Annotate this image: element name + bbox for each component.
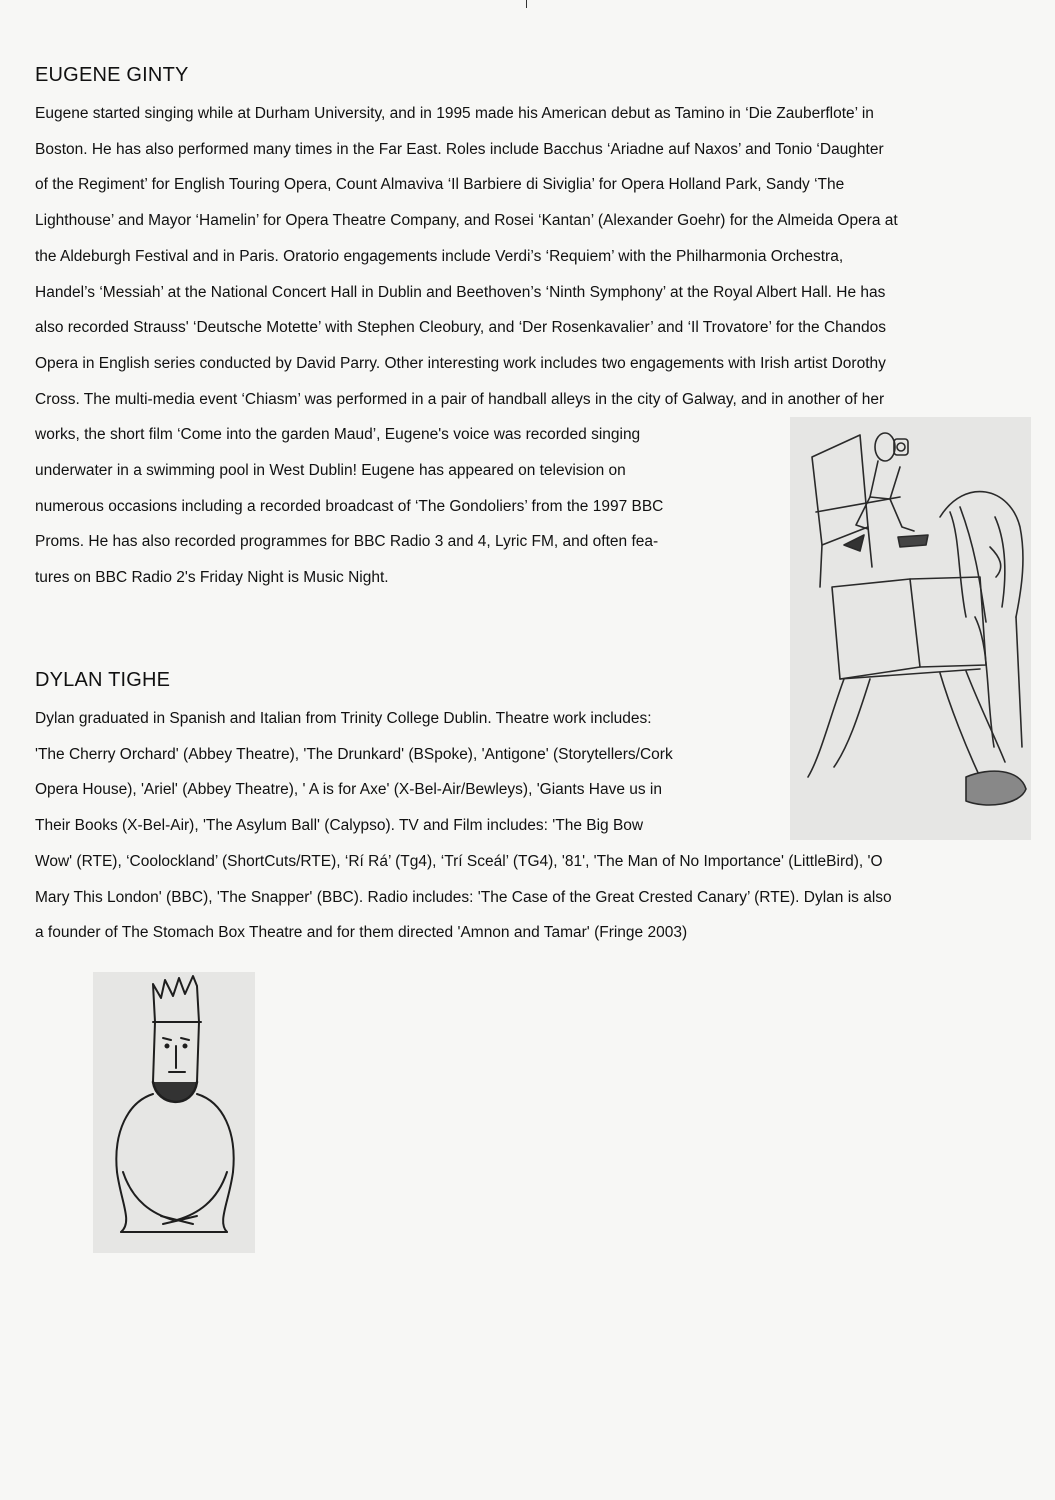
bio-line: Dylan graduated in Spanish and Italian from Trinity College Dublin. Theatre work includes: <box>35 710 652 727</box>
crowned-figure-sketch <box>93 972 255 1253</box>
bio-dylan-tighe <box>35 701 892 951</box>
bio-line: also recorded Strauss' ‘Deutsche Motette’ with Stephen Cleobury, and ‘Der Rosenkavalier’ and ‘Il Trovatore’ for the Chandos <box>35 319 887 337</box>
bio-line: Handel’s ‘Messiah’ at the National Concert Hall in Dublin and Beethoven’s ‘Ninth Symphony’ at the Royal Albert Hall. He has <box>35 283 886 301</box>
bio-line: works, the short film ‘Come into the garden Maud’, Eugene's voice was recorded singing <box>35 426 641 444</box>
bio-line: the Aldeburgh Festival and in Paris. Oratorio engagements include Verdi’s ‘Requiem’ with the Philharmonia Orchestra, <box>35 247 844 265</box>
bio-line: numerous occasions including a recorded broadcast of ‘The Gondoliers’ from the 1997 BBC <box>35 497 664 515</box>
bio-line: tures on BBC Radio 2's Friday Night is Music Night. <box>35 569 389 587</box>
pianist-sketch <box>790 417 1031 840</box>
bio-line: Mary This London' (BBC), 'The Snapper' (BBC). Radio includes: 'The Case of the Great Crested Canary’ (RTE). Dylan is also <box>35 888 892 906</box>
bio-line: Their Books (X-Bel-Air), 'The Asylum Ball' (Calypso). TV and Film includes: 'The Big Bow <box>35 817 644 835</box>
bio-eugene-ginty <box>35 96 898 596</box>
heading-dylan-tighe: DYLAN TIGHE <box>35 669 171 691</box>
fold-mark <box>526 0 527 8</box>
bio-line: 'The Cherry Orchard' (Abbey Theatre), 'The Drunkard' (BSpoke), 'Antigone' (Storytellers/Cork <box>35 745 673 763</box>
bio-line: a founder of The Stomach Box Theatre and for them directed 'Amnon and Tamar' (Fringe 2003) <box>35 924 688 942</box>
bio-line: Boston. He has also performed many times in the Far East. Roles include Bacchus ‘Ariadne auf Naxos’ and Tonio ‘Daughter <box>35 140 884 158</box>
bio-line: Opera in English series conducted by David Parry. Other interesting work includes two engagements with Irish artist Dorothy <box>35 354 886 372</box>
bio-line: Cross. The multi-media event ‘Chiasm’ was performed in a pair of handball alleys in the city of Galway, and in another of her <box>35 390 885 408</box>
bio-line: Proms. He has also recorded programmes for BBC Radio 3 and 4, Lyric FM, and often fea- <box>35 533 659 551</box>
bio-line: Wow' (RTE), ‘Coolockland’ (ShortCuts/RTE), ‘Rí Rá’ (Tg4), ‘Trí Sceál’ (TG4), '81', 'The Man of No Importance' (LittleBird), 'O <box>35 852 883 870</box>
bio-line: Eugene started singing while at Durham University, and in 1995 made his American debut as Tamino in ‘Die Zauberflote’ in <box>35 105 874 122</box>
bio-line: underwater in a swimming pool in West Dublin! Eugene has appeared on television on <box>35 462 626 480</box>
bio-line: of the Regiment’ for English Touring Opera, Count Almaviva ‘Il Barbiere di Siviglia’ for Opera Holland Park, Sandy ‘The <box>35 176 845 194</box>
heading-eugene-ginty: EUGENE GINTY <box>35 64 189 86</box>
bio-line: Lighthouse’ and Mayor ‘Hamelin’ for Opera Theatre Company, and Rosei ‘Kantan’ (Alexander Goehr) for the Almeida Opera at <box>35 212 898 230</box>
bio-line: Opera House), 'Ariel' (Abbey Theatre), ' A is for Axe' (X-Bel-Air/Bewleys), 'Giants Have us in <box>35 781 663 799</box>
